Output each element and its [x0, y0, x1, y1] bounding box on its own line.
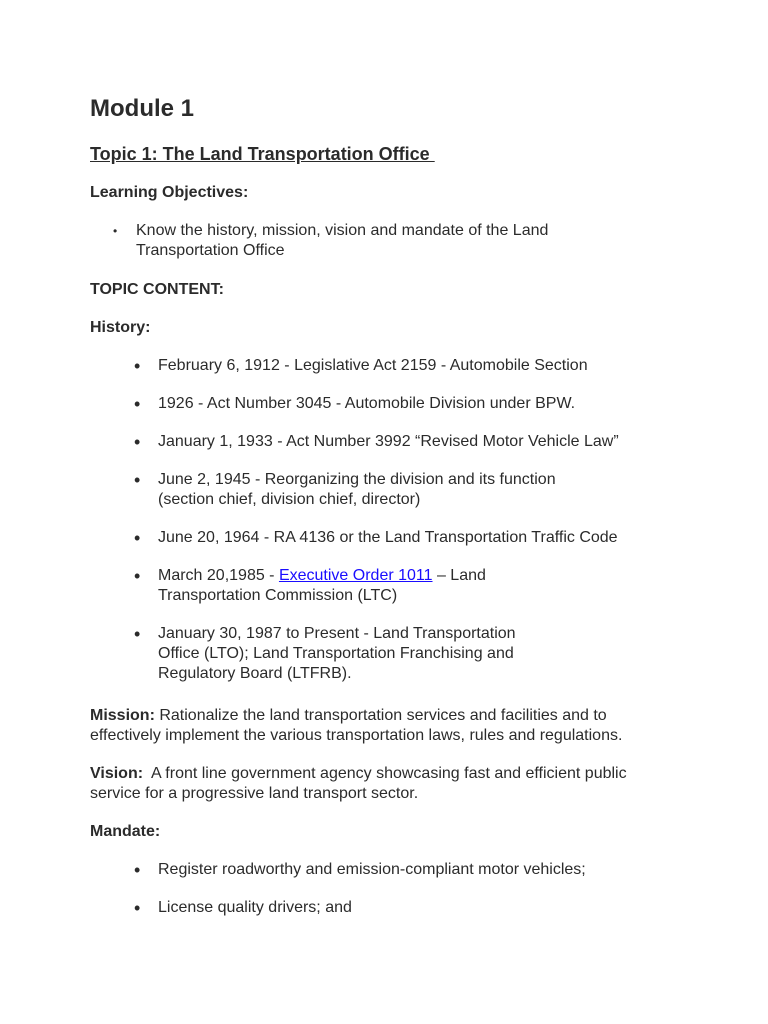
list-item [90, 432, 670, 452]
history-list [90, 356, 670, 702]
list-item [90, 470, 670, 510]
list-item [90, 898, 670, 918]
learning-objectives-label: Learning Objectives: [90, 184, 249, 201]
list-item-text: January 1, 1933 - Act Number 3992 “Revised Motor Vehicle Law” [158, 433, 619, 450]
list-item-text: License quality drivers; and [158, 899, 352, 916]
vision-text: A front line government agency showcasing fast and efficient public service for a progressive land transport sector. [90, 765, 632, 802]
topic-title: Topic 1: The Land Transportation Office [90, 144, 435, 164]
mandate-list [90, 860, 670, 936]
bullet-icon: • [113, 224, 118, 238]
list-item [90, 528, 670, 548]
vision-label: Vision: [90, 765, 144, 782]
list-item-text-prefix: March 20,1985 - [158, 567, 279, 584]
list-item [90, 624, 670, 684]
bullet-icon: • [134, 470, 141, 490]
bullet-icon: • [134, 898, 141, 918]
learning-objectives-list [90, 221, 590, 261]
list-item [90, 566, 670, 606]
bullet-icon: • [134, 356, 141, 376]
list-item-text: 1926 - Act Number 3045 - Automobile Division under BPW. [158, 395, 576, 412]
bullet-icon: • [134, 528, 141, 548]
list-item-text-suffix: – Land Transportation Commission (LTC) [158, 567, 486, 604]
module-title: Module 1 [90, 95, 195, 122]
list-item [90, 221, 590, 261]
list-item-text: February 6, 1912 - Legislative Act 2159 - Automobile Section [158, 357, 588, 374]
executive-order-link[interactable]: Executive Order 1011 [278, 567, 433, 584]
bullet-icon: • [134, 624, 141, 644]
list-item [90, 394, 670, 414]
mandate-label: Mandate: [90, 823, 161, 840]
mission-label: Mission: [90, 707, 155, 724]
vision-paragraph [90, 764, 670, 804]
list-item-text: January 30, 1987 to Present - Land Transportation Office (LTO); Land Transportation Franchising and Regulatory Board (LTFRB). [158, 625, 516, 682]
mission-text: Rationalize the land transportation services and facilities and to effectively implement the various transportation laws, rules and regulations. [90, 707, 623, 744]
bullet-icon: • [134, 394, 141, 414]
list-item-text: Know the history, mission, vision and mandate of the Land Transportation Office [136, 222, 549, 259]
list-item [90, 356, 670, 376]
bullet-icon: • [134, 432, 141, 452]
list-item-text: Register roadworthy and emission-compliant motor vehicles; [158, 861, 586, 878]
list-item-text: June 20, 1964 - RA 4136 or the Land Transportation Traffic Code [158, 529, 618, 546]
history-label: History: [90, 319, 151, 336]
mission-paragraph [90, 706, 670, 746]
bullet-icon: • [134, 566, 141, 586]
topic-content-label: TOPIC CONTENT: [90, 281, 224, 298]
list-item-text: June 2, 1945 - Reorganizing the division and its function (section chief, division chief, director) [158, 471, 556, 508]
bullet-icon: • [134, 860, 141, 880]
list-item [90, 860, 670, 880]
